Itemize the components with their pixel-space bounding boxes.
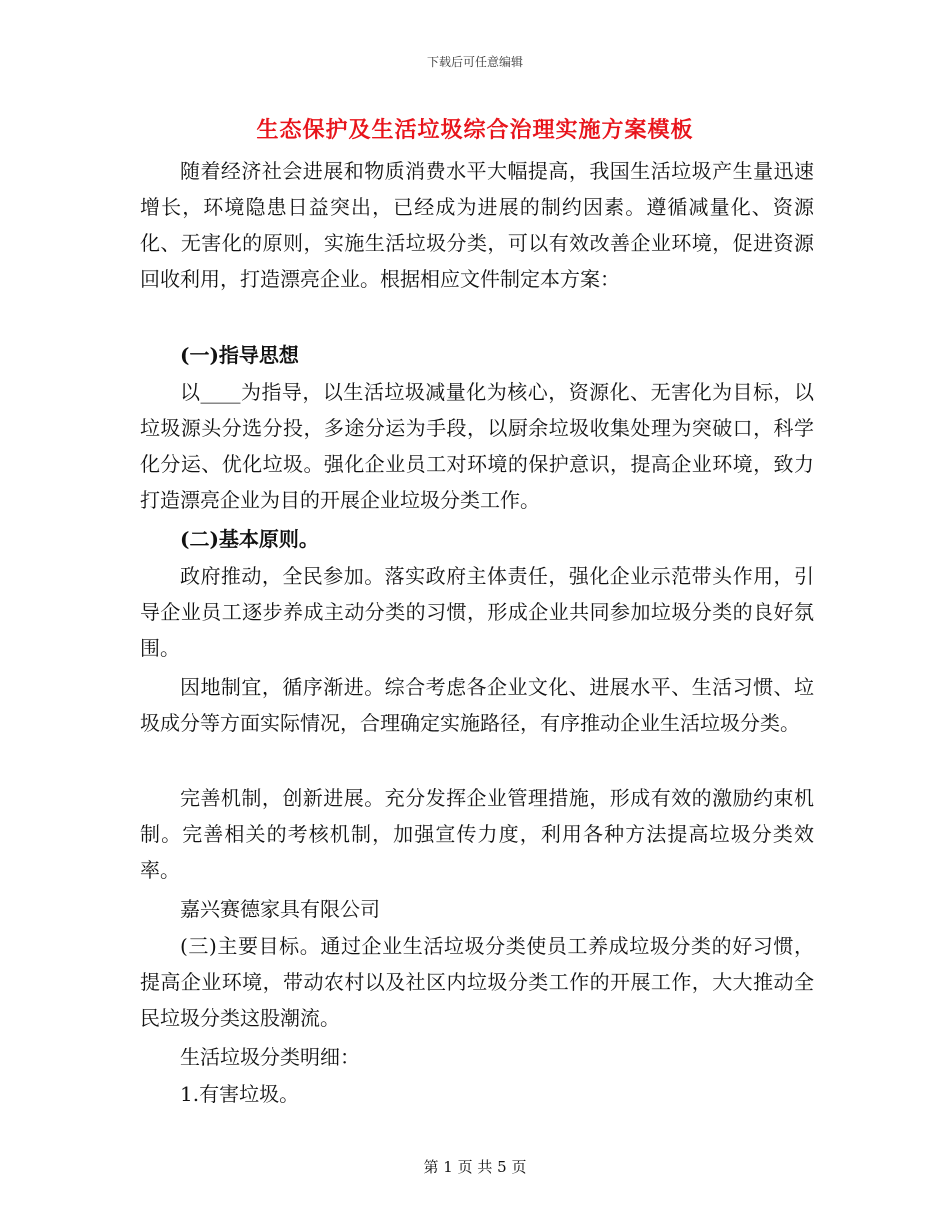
section-heading-basic-principles: (二)基本原则。 bbox=[180, 527, 319, 551]
page-number: 第 1 页 共 5 页 bbox=[423, 1158, 527, 1176]
list-item-hazardous-waste: 1.有害垃圾。 bbox=[180, 1082, 300, 1106]
company-name: 嘉兴赛德家具有限公司 bbox=[180, 897, 380, 921]
principle-paragraph-2: 因地制宜，循序渐进。综合考虑各企业文化、进展水平、生活习惯、垃圾成分等方面实际情况，合理确定实施路径，有序推动企业生活垃圾分类。 bbox=[140, 675, 814, 735]
classification-details-label: 生活垃圾分类明细： bbox=[180, 1045, 360, 1069]
intro-paragraph: 随着经济社会进展和物质消费水平大幅提高，我国生活垃圾产生量迅速增长，环境隐患日益突出，已经成为进展的制约因素。遵循减量化、资源化、无害化的原则，实施生活垃圾分类，可以有效改善企业环境，促进资源回收利用，打造漂亮企业。根据相应文件制定本方案： bbox=[140, 159, 814, 291]
document-title: 生态保护及生活垃圾综合治理实施方案模板 bbox=[256, 117, 694, 143]
principle-paragraph-3: 完善机制，创新进展。充分发挥企业管理措施，形成有效的激励约束机制。完善相关的考核机制，加强宣传力度，利用各种方法提高垃圾分类效率。 bbox=[140, 786, 814, 882]
main-goals-paragraph: (三)主要目标。通过企业生活垃圾分类使员工养成垃圾分类的好习惯，提高企业环境，带动农村以及社区内垃圾分类工作的开展工作，大大推动全民垃圾分类这股潮流。 bbox=[140, 934, 814, 1030]
section-heading-guiding-thought: (一)指导思想 bbox=[180, 343, 299, 367]
principle-paragraph-1: 政府推动，全民参加。落实政府主体责任，强化企业示范带头作用，引导企业员工逐步养成主动分类的习惯，形成企业共同参加垃圾分类的良好氛围。 bbox=[140, 564, 814, 660]
guiding-thought-paragraph: 以____为指导，以生活垃圾减量化为核心，资源化、无害化为目标，以垃圾源头分选分投，多途分运为手段，以厨余垃圾收集处理为突破口，科学化分运、优化垃圾。强化企业员工对环境的保护意识，提高企业环境，致力打造漂亮企业为目的开展企业垃圾分类工作。 bbox=[140, 380, 814, 512]
page-header-note: 下载后可任意编辑 bbox=[426, 55, 523, 69]
